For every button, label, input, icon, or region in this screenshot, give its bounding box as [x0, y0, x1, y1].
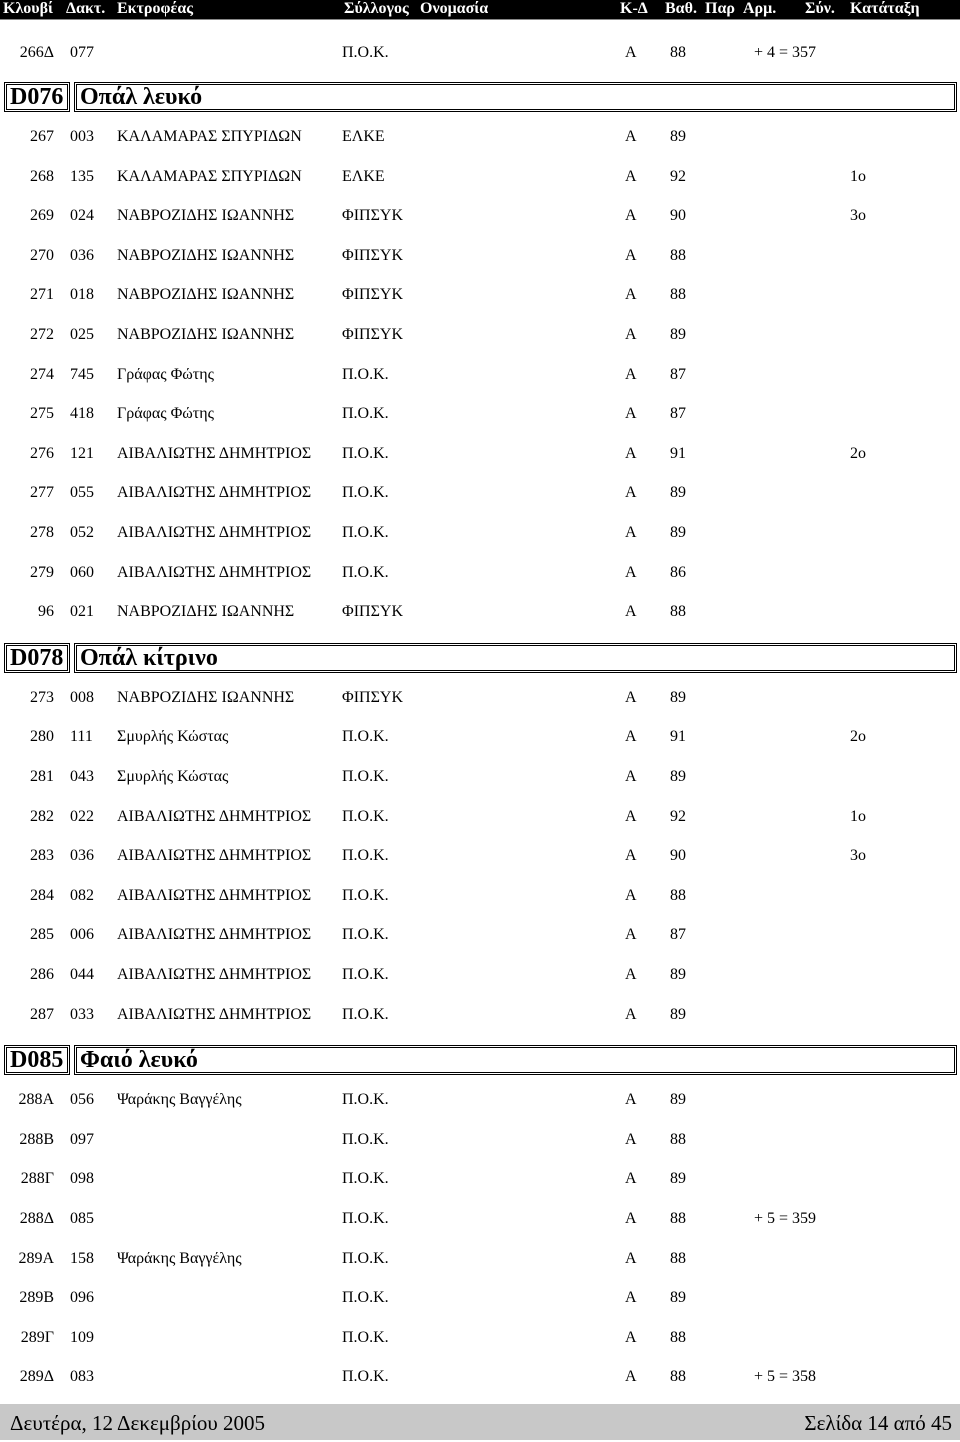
page-footer [0, 1404, 960, 1440]
footer-page-number: Σελίδα 14 από 45 [804, 1411, 952, 1435]
cell-dakt: 025 [70, 326, 94, 343]
cell-kat: Α [625, 1170, 637, 1187]
cell-syllogos: Π.Ο.Κ. [342, 728, 389, 745]
cell-kat: Α [625, 326, 637, 343]
cell-syllogos: ΦΙΠΣΥΚ [342, 207, 403, 224]
cell-vath: 88 [670, 1368, 686, 1385]
category-code: D076 [4, 82, 70, 112]
cell-vath: 90 [670, 847, 686, 864]
cell-kat: Α [625, 926, 637, 943]
cell-klouvi: 281 [30, 768, 54, 785]
cell-ektrofeas: ΚΑΛΑΜΑΡΑΣ ΣΠΥΡΙΔΩΝ [117, 168, 302, 185]
cell-dakt: 056 [70, 1091, 94, 1108]
cell-dakt: 060 [70, 564, 94, 581]
cell-klouvi: 282 [30, 808, 54, 825]
cell-syllogos: Π.Ο.Κ. [342, 405, 389, 422]
header-katataxi: Κατάταξη [850, 0, 920, 17]
cell-kat: Α [625, 168, 637, 185]
cell-extra: + 5 = 359 [754, 1210, 817, 1227]
cell-kat: Α [625, 564, 637, 581]
table-row [0, 1208, 960, 1230]
cell-kat: Α [625, 207, 637, 224]
cell-kat: Α [625, 524, 637, 541]
cell-klouvi: 289Α [18, 1250, 54, 1267]
cell-dakt: 024 [70, 207, 94, 224]
cell-kat: Α [625, 1006, 637, 1023]
cell-vath: 89 [670, 524, 686, 541]
table-row [0, 245, 960, 267]
header-arm: Αρμ. [743, 0, 777, 17]
category-header [4, 1045, 957, 1077]
cell-vath: 88 [670, 1329, 686, 1346]
cell-kat: Α [625, 1250, 637, 1267]
cell-ektrofeas: ΝΑΒΡΟΖΙΔΗΣ ΙΩΑΝΝΗΣ [117, 326, 295, 343]
cell-ektrofeas: ΑΙΒΑΛΙΩΤΗΣ ΔΗΜΗΤΡΙΟΣ [117, 887, 312, 904]
table-row [0, 443, 960, 465]
cell-kat: Α [625, 1091, 637, 1108]
cell-dakt: 121 [70, 445, 94, 462]
header-onomasia: Ονομασία [420, 0, 489, 17]
cell-dakt: 036 [70, 847, 94, 864]
cell-ektrofeas: ΚΑΛΑΜΑΡΑΣ ΣΠΥΡΙΔΩΝ [117, 128, 302, 145]
cell-ektrofeas: ΑΙΒΑΛΙΩΤΗΣ ΔΗΜΗΤΡΙΟΣ [117, 484, 312, 501]
cell-extra: + 5 = 358 [754, 1368, 817, 1385]
table-row [0, 284, 960, 306]
table-row [0, 1287, 960, 1309]
cell-dakt: 077 [70, 44, 94, 61]
cell-dakt: 097 [70, 1131, 94, 1148]
cell-ektrofeas: ΑΙΒΑΛΙΩΤΗΣ ΔΗΜΗΤΡΙΟΣ [117, 808, 312, 825]
cell-vath: 88 [670, 1131, 686, 1148]
cell-vath: 90 [670, 207, 686, 224]
cell-extra: + 4 = 357 [754, 44, 817, 61]
category-name: Φαιό λευκό [74, 1045, 957, 1075]
table-row [0, 562, 960, 584]
cell-klouvi: 289Δ [19, 1368, 54, 1385]
cell-syllogos: Π.Ο.Κ. [342, 1091, 389, 1108]
cell-vath: 87 [670, 405, 686, 422]
cell-vath: 89 [670, 128, 686, 145]
cell-klouvi: 289Β [19, 1289, 54, 1306]
table-row [0, 1089, 960, 1111]
cell-kat: Α [625, 847, 637, 864]
cell-klouvi: 288Δ [19, 1210, 54, 1227]
column-header-bar [0, 0, 960, 20]
cell-ektrofeas: ΑΙΒΑΛΙΩΤΗΣ ΔΗΜΗΤΡΙΟΣ [117, 1006, 312, 1023]
table-row [0, 324, 960, 346]
cell-rank: 2ο [850, 445, 866, 462]
cell-vath: 89 [670, 326, 686, 343]
cell-klouvi: 288Γ [20, 1170, 54, 1187]
cell-kat: Α [625, 603, 637, 620]
header-vath: Βαθ. [665, 0, 697, 17]
cell-dakt: 418 [70, 405, 94, 422]
cell-ektrofeas: ΑΙΒΑΛΙΩΤΗΣ ΔΗΜΗΤΡΙΟΣ [117, 966, 312, 983]
cell-kat: Α [625, 366, 637, 383]
cell-dakt: 111 [70, 728, 93, 745]
table-row [0, 806, 960, 828]
cell-klouvi: 96 [38, 603, 54, 620]
cell-dakt: 085 [70, 1210, 94, 1227]
cell-dakt: 006 [70, 926, 94, 943]
cell-syllogos: Π.Ο.Κ. [342, 887, 389, 904]
cell-dakt: 021 [70, 603, 94, 620]
cell-dakt: 158 [70, 1250, 94, 1267]
cell-rank: 3ο [850, 207, 866, 224]
cell-klouvi: 277 [30, 484, 54, 501]
cell-dakt: 109 [70, 1329, 94, 1346]
cell-vath: 89 [670, 966, 686, 983]
cell-ektrofeas: ΑΙΒΑΛΙΩΤΗΣ ΔΗΜΗΤΡΙΟΣ [117, 926, 312, 943]
cell-syllogos: Π.Ο.Κ. [342, 1289, 389, 1306]
cell-dakt: 096 [70, 1289, 94, 1306]
cell-vath: 88 [670, 1250, 686, 1267]
cell-kat: Α [625, 966, 637, 983]
cell-dakt: 055 [70, 484, 94, 501]
cell-vath: 87 [670, 366, 686, 383]
cell-kat: Α [625, 128, 637, 145]
cell-klouvi: 287 [30, 1006, 54, 1023]
cell-klouvi: 271 [30, 286, 54, 303]
cell-vath: 88 [670, 603, 686, 620]
cell-kat: Α [625, 1210, 637, 1227]
cell-kat: Α [625, 1329, 637, 1346]
cell-dakt: 082 [70, 887, 94, 904]
cell-syllogos: Π.Ο.Κ. [342, 524, 389, 541]
category-code: D085 [4, 1045, 70, 1075]
cell-dakt: 008 [70, 689, 94, 706]
footer-date: Δευτέρα, 12 Δεκεμβρίου 2005 [10, 1411, 265, 1435]
cell-syllogos: Π.Ο.Κ. [342, 1329, 389, 1346]
cell-ektrofeas: Σμυρλής Κώστας [117, 728, 229, 745]
cell-ektrofeas: Γράφας Φώτης [117, 405, 214, 422]
cell-syllogos: Π.Ο.Κ. [342, 366, 389, 383]
cell-dakt: 044 [70, 966, 94, 983]
cell-ektrofeas: ΝΑΒΡΟΖΙΔΗΣ ΙΩΑΝΝΗΣ [117, 247, 295, 264]
cell-dakt: 098 [70, 1170, 94, 1187]
cell-syllogos: Π.Ο.Κ. [342, 1170, 389, 1187]
cell-klouvi: 268 [30, 168, 54, 185]
cell-klouvi: 288Β [19, 1131, 54, 1148]
cell-syllogos: ΦΙΠΣΥΚ [342, 689, 403, 706]
cell-ektrofeas: Ψαράκης Βαγγέλης [117, 1250, 242, 1267]
cell-syllogos: ΦΙΠΣΥΚ [342, 286, 403, 303]
cell-klouvi: 274 [30, 366, 54, 383]
cell-vath: 89 [670, 1170, 686, 1187]
cell-vath: 89 [670, 768, 686, 785]
header-syn: Σύν. [805, 0, 835, 17]
table-row [0, 1004, 960, 1026]
cell-vath: 91 [670, 445, 686, 462]
cell-ektrofeas: ΝΑΒΡΟΖΙΔΗΣ ΙΩΑΝΝΗΣ [117, 603, 295, 620]
cell-klouvi: 275 [30, 405, 54, 422]
table-row [0, 166, 960, 188]
cell-vath: 91 [670, 728, 686, 745]
cell-ektrofeas: Γράφας Φώτης [117, 366, 214, 383]
cell-kat: Α [625, 887, 637, 904]
cell-dakt: 003 [70, 128, 94, 145]
cell-kat: Α [625, 1131, 637, 1148]
cell-klouvi: 283 [30, 847, 54, 864]
header-dakt: Δακτ. [66, 0, 106, 17]
cell-syllogos: ΕΛΚΕ [342, 128, 385, 145]
category-name: Οπάλ κίτρινο [74, 643, 957, 673]
table-row [0, 766, 960, 788]
header-klouvi: Κλουβί [3, 0, 53, 17]
cell-klouvi: 270 [30, 247, 54, 264]
cell-syllogos: Π.Ο.Κ. [342, 1368, 389, 1385]
cell-syllogos: Π.Ο.Κ. [342, 808, 389, 825]
table-row [0, 1168, 960, 1190]
cell-klouvi: 280 [30, 728, 54, 745]
cell-dakt: 033 [70, 1006, 94, 1023]
category-name: Οπάλ λευκό [74, 82, 957, 112]
cell-ektrofeas: ΝΑΒΡΟΖΙΔΗΣ ΙΩΑΝΝΗΣ [117, 689, 295, 706]
cell-syllogos: Π.Ο.Κ. [342, 1250, 389, 1267]
cell-dakt: 135 [70, 168, 94, 185]
cell-kat: Α [625, 44, 637, 61]
cell-kat: Α [625, 689, 637, 706]
cell-vath: 88 [670, 887, 686, 904]
cell-vath: 88 [670, 247, 686, 264]
cell-klouvi: 267 [30, 128, 54, 145]
cell-syllogos: Π.Ο.Κ. [342, 564, 389, 581]
cell-klouvi: 284 [30, 887, 54, 904]
cell-syllogos: Π.Ο.Κ. [342, 966, 389, 983]
cell-klouvi: 289Γ [20, 1329, 54, 1346]
cell-syllogos: ΦΙΠΣΥΚ [342, 603, 403, 620]
table-row [0, 726, 960, 748]
cell-ektrofeas: ΝΑΒΡΟΖΙΔΗΣ ΙΩΑΝΝΗΣ [117, 207, 295, 224]
cell-vath: 87 [670, 926, 686, 943]
cell-ektrofeas: Ψαράκης Βαγγέλης [117, 1091, 242, 1108]
cell-kat: Α [625, 484, 637, 501]
cell-klouvi: 278 [30, 524, 54, 541]
cell-rank: 1ο [850, 168, 866, 185]
cell-ektrofeas: Σμυρλής Κώστας [117, 768, 229, 785]
table-row [0, 1366, 960, 1388]
cell-ektrofeas: ΝΑΒΡΟΖΙΔΗΣ ΙΩΑΝΝΗΣ [117, 286, 295, 303]
cell-kat: Α [625, 1368, 637, 1385]
cell-ektrofeas: ΑΙΒΑΛΙΩΤΗΣ ΔΗΜΗΤΡΙΟΣ [117, 445, 312, 462]
cell-vath: 89 [670, 1091, 686, 1108]
cell-klouvi: 285 [30, 926, 54, 943]
cell-dakt: 022 [70, 808, 94, 825]
table-row [0, 1129, 960, 1151]
cell-dakt: 043 [70, 768, 94, 785]
header-par: Παρ [705, 0, 735, 17]
cell-kat: Α [625, 1289, 637, 1306]
cell-syllogos: Π.Ο.Κ. [342, 484, 389, 501]
cell-syllogos: Π.Ο.Κ. [342, 1131, 389, 1148]
cell-syllogos: Π.Ο.Κ. [342, 44, 389, 61]
category-code: D078 [4, 643, 70, 673]
cell-klouvi: 269 [30, 207, 54, 224]
header-kd: Κ-Δ [620, 0, 648, 17]
cell-syllogos: Π.Ο.Κ. [342, 1006, 389, 1023]
table-row [0, 126, 960, 148]
cell-dakt: 745 [70, 366, 94, 383]
cell-klouvi: 286 [30, 966, 54, 983]
cell-kat: Α [625, 247, 637, 264]
cell-klouvi: 288Α [18, 1091, 54, 1108]
table-row [0, 403, 960, 425]
cell-rank: 3ο [850, 847, 866, 864]
cell-vath: 89 [670, 484, 686, 501]
cell-kat: Α [625, 728, 637, 745]
category-header [4, 82, 957, 114]
cell-syllogos: Π.Ο.Κ. [342, 445, 389, 462]
cell-dakt: 036 [70, 247, 94, 264]
table-row [0, 601, 960, 623]
table-row [0, 1327, 960, 1349]
table-row [0, 1248, 960, 1270]
cell-syllogos: Π.Ο.Κ. [342, 1210, 389, 1227]
cell-rank: 1ο [850, 808, 866, 825]
table-row [0, 42, 960, 64]
table-row [0, 885, 960, 907]
cell-dakt: 083 [70, 1368, 94, 1385]
cell-klouvi: 266Δ [19, 44, 54, 61]
table-row [0, 845, 960, 867]
table-row [0, 482, 960, 504]
cell-klouvi: 273 [30, 689, 54, 706]
cell-dakt: 052 [70, 524, 94, 541]
cell-vath: 86 [670, 564, 686, 581]
cell-klouvi: 279 [30, 564, 54, 581]
cell-syllogos: Π.Ο.Κ. [342, 847, 389, 864]
cell-vath: 92 [670, 168, 686, 185]
cell-kat: Α [625, 405, 637, 422]
cell-vath: 88 [670, 286, 686, 303]
cell-ektrofeas: ΑΙΒΑΛΙΩΤΗΣ ΔΗΜΗΤΡΙΟΣ [117, 524, 312, 541]
cell-vath: 89 [670, 1006, 686, 1023]
cell-syllogos: ΕΛΚΕ [342, 168, 385, 185]
cell-syllogos: ΦΙΠΣΥΚ [342, 247, 403, 264]
table-row [0, 964, 960, 986]
table-row [0, 687, 960, 709]
cell-syllogos: ΦΙΠΣΥΚ [342, 326, 403, 343]
cell-ektrofeas: ΑΙΒΑΛΙΩΤΗΣ ΔΗΜΗΤΡΙΟΣ [117, 564, 312, 581]
cell-vath: 92 [670, 808, 686, 825]
cell-kat: Α [625, 808, 637, 825]
table-row [0, 522, 960, 544]
cell-kat: Α [625, 768, 637, 785]
table-row [0, 205, 960, 227]
cell-dakt: 018 [70, 286, 94, 303]
table-row [0, 924, 960, 946]
cell-klouvi: 276 [30, 445, 54, 462]
cell-syllogos: Π.Ο.Κ. [342, 926, 389, 943]
cell-klouvi: 272 [30, 326, 54, 343]
cell-ektrofeas: ΑΙΒΑΛΙΩΤΗΣ ΔΗΜΗΤΡΙΟΣ [117, 847, 312, 864]
header-syllogos: Σύλλογος [344, 0, 409, 17]
cell-vath: 89 [670, 1289, 686, 1306]
cell-kat: Α [625, 286, 637, 303]
cell-kat: Α [625, 445, 637, 462]
cell-vath: 88 [670, 44, 686, 61]
cell-vath: 89 [670, 689, 686, 706]
category-header [4, 643, 957, 675]
header-ektrofeas: Εκτροφέας [117, 0, 193, 17]
cell-vath: 88 [670, 1210, 686, 1227]
table-row [0, 364, 960, 386]
cell-rank: 2ο [850, 728, 866, 745]
cell-syllogos: Π.Ο.Κ. [342, 768, 389, 785]
